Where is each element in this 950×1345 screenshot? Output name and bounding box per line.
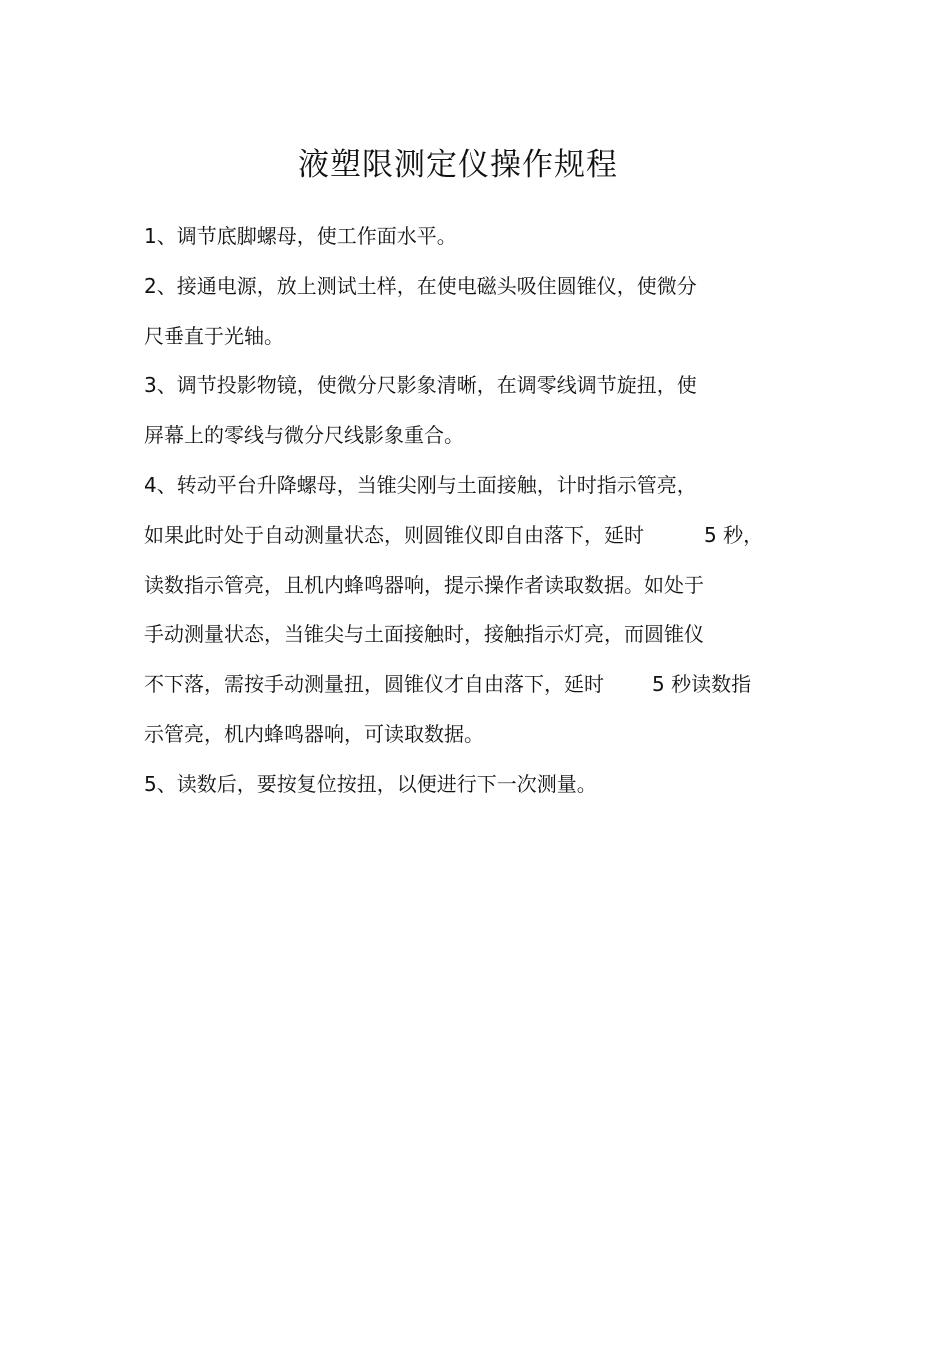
- text-line-9: 手动测量状态，当锥尖与土面接触时，接触指示灯亮，而圆锥仪: [144, 622, 704, 647]
- text-line-4: 3、调节投影物镜，使微分尺影象清晰，在调零线调节旋扭，使: [144, 373, 697, 398]
- text-line-1: 1、调节底脚螺母，使工作面水平。: [144, 224, 457, 248]
- document-title: 液塑限测定仪操作规程: [298, 147, 618, 183]
- text-line-7-after: 5 秒，: [704, 522, 764, 547]
- text-line-6: 4、转动平台升降螺母，当锥尖刚与土面接触，计时指示管亮，: [144, 472, 697, 497]
- text-line-7-before: 如果此时处于自动测量状态，则圆锥仪即自由落下，延时: [144, 522, 644, 547]
- document-body: [144, 212, 824, 810]
- text-line-10-after: 5 秒读数指: [652, 672, 752, 697]
- text-line-3: 尺垂直于光轴。: [144, 323, 284, 348]
- text-line-10: [144, 660, 824, 710]
- text-line-5: 屏幕上的零线与微分尺线影象重合。: [144, 423, 464, 448]
- text-line-10-before: 不下落，需按手动测量扭，圆锥仪才自由落下，延时: [144, 672, 604, 697]
- text-line-7: [144, 511, 824, 561]
- text-line-12: 5、读数后，要按复位按扭，以便进行下一次测量。: [144, 771, 597, 796]
- text-line-11: 示管亮，机内蜂鸣器响，可读取数据。: [144, 721, 484, 746]
- text-line-2: 2、接通电源，放上测试土样，在使电磁头吸住圆锥仪，使微分: [144, 273, 697, 298]
- text-line-8: 读数指示管亮，且机内蜂鸣器响，提示操作者读取数据。如处于: [144, 572, 704, 597]
